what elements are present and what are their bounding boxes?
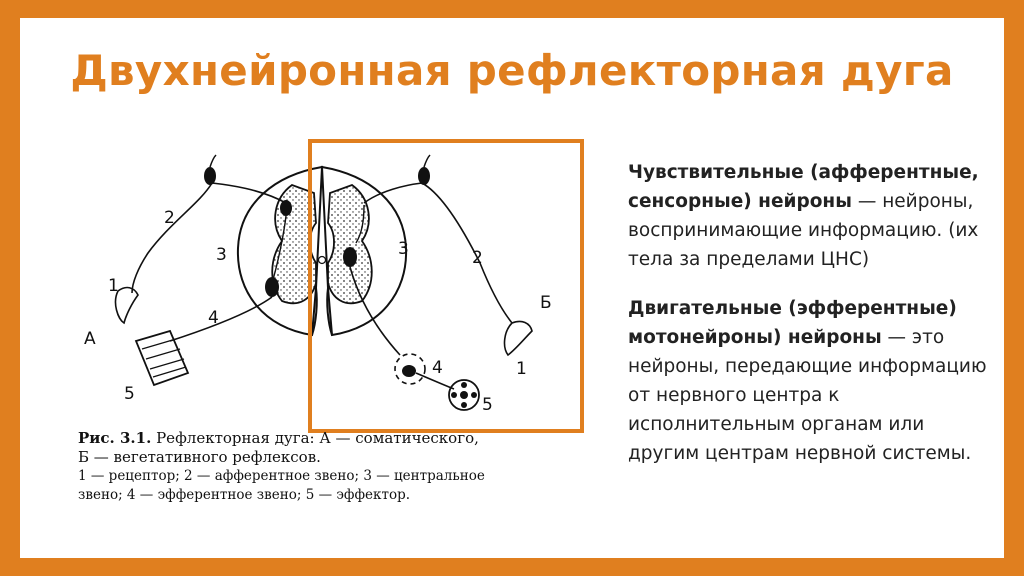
- slide-title: Двухнейронная рефлекторная дуга: [70, 46, 954, 95]
- label-right-3: 3: [398, 239, 409, 259]
- caption-line2: Б — вегетативного рефлексов.: [78, 448, 321, 466]
- label-right-4: 4: [432, 358, 443, 378]
- effector-left-muscle: [136, 331, 188, 385]
- reflex-arc-figure: [60, 123, 600, 543]
- label-right-2: 2: [472, 248, 483, 268]
- label-left-3: 3: [216, 245, 227, 265]
- receptor-right: [505, 321, 532, 355]
- definition-sensory: [628, 158, 1000, 274]
- receptor-left: [116, 288, 138, 323]
- definition-motor: [628, 294, 1000, 468]
- caption-line1: Рефлекторная дуга: А — соматического,: [156, 429, 479, 447]
- definition-sensory-term: Чувствительные (афферентные, сенсорные) нейроны: [628, 162, 979, 212]
- figure-caption: [78, 429, 479, 467]
- label-right-1: 1: [516, 359, 527, 379]
- label-A: А: [84, 329, 96, 349]
- label-B: Б: [540, 293, 552, 313]
- label-left-2: 2: [164, 208, 175, 228]
- figure-legend: [78, 467, 485, 505]
- label-right-5: 5: [482, 395, 493, 415]
- definition-sensory-body: — нейроны, воспринимающие информацию. (их тела за пределами ЦНС): [628, 191, 979, 270]
- caption-prefix: Рис. 3.1.: [78, 429, 152, 447]
- legend-line1: 1 — рецептор; 2 — афферентное звено; 3 — центральное: [78, 468, 485, 484]
- slide: [20, 18, 1004, 558]
- definitions-text: [628, 158, 1000, 488]
- definition-motor-term: Двигательные (эфферентные) мотонейроны) нейроны: [628, 298, 957, 348]
- legend-line2: звено; 4 — эфферентное звено; 5 — эффектор.: [78, 487, 411, 503]
- label-left-1: 1: [108, 276, 119, 296]
- label-left-4: 4: [208, 308, 219, 328]
- definition-motor-body: — это нейроны, передающие информацию от нервного центра к исполнительным органам или другим центрам нервной системы.: [628, 327, 987, 464]
- label-left-5: 5: [124, 384, 135, 404]
